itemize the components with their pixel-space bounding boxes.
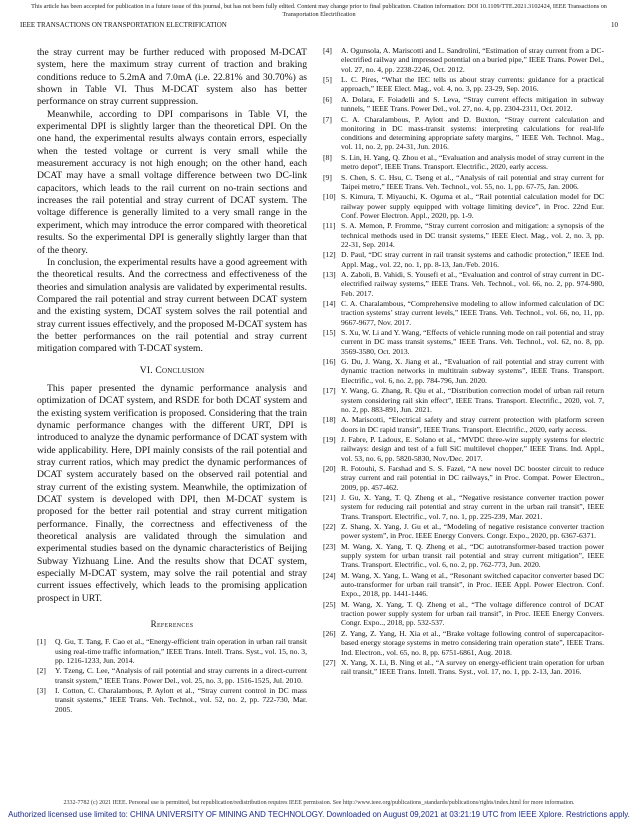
reference-text: Z. Shang, X. Yang, J. Gu et al., “Modeling of negative resistance converter traction power system”, in Proc. IEEE Energy Convers. Congr. Expo., 2020, pp. 6367-6371. [341, 522, 604, 541]
reference-number: [17] [323, 386, 336, 396]
reference-item [323, 270, 604, 298]
reference-text: S. Lin, H. Yang, Q. Zhou et al., “Evaluation and analysis model of stray current in the metro depot”, IEEE Trans. Transport. Electrific., 2020, early access. [341, 152, 604, 172]
copyright-footer: 2332-7782 (c) 2021 IEEE. Personal use is permitted, but republication/redistribution requires IEEE permission. See http://www.ieee.org/publications_standards/publications/rights/index.html for more information. [63, 800, 575, 806]
authorized-use-notice: Authorized licensed use limited to: CHINA UNIVERSITY OF MINING AND TECHNOLOGY. Downloaded on August 09,2021 at 03:21:19 UTC from IEEE Xplore. Restrictions apply. [8, 810, 630, 819]
reference-number: [3] [37, 685, 46, 695]
reference-number: [9] [323, 172, 332, 182]
reference-text: A. Mariscotti, “Electrical safety and stray current protection with platform screen doors in DC rapid transit”, IEEE Trans. Transport. Electrific., 2020, early access. [341, 415, 604, 434]
reference-item [323, 571, 604, 599]
running-head [20, 21, 618, 30]
reference-item [323, 493, 604, 521]
reference-item [323, 415, 604, 434]
reference-item [323, 299, 604, 327]
reference-number: [12] [323, 250, 336, 260]
reference-list [37, 637, 307, 713]
section-heading: VI. Conclusion [139, 364, 205, 376]
reference-item [323, 250, 604, 269]
reference-text: C. A. Charalambous, P. Aylott and D. Buxton, “Stray current calculation and monitoring in DC mass-transit systems: interpreting calculations for real-life conditions and determining appropriate safety margins, ” IEEE Veh. Technol. Mag., vol. 11, no. 2, pp. 24-31, Jun. 2016. [341, 114, 604, 152]
reference-item [323, 192, 604, 220]
reference-item [37, 666, 307, 685]
reference-number: [25] [323, 599, 336, 609]
reference-text: A. Ogunsola, A. Mariscotti and L. Sandrolini, “Estimation of stray current from a DC-electrified railway and impressed potential on a buried pipe,” IEEE Trans. Power Del., vol. 27, no. 4, pp. 2238-2246, Oct. 2012. [341, 46, 604, 74]
reference-item [323, 629, 604, 657]
reference-number: [1] [37, 637, 46, 647]
reference-text: S. A. Memon, P. Fromme, “Stray current corrosion and mitigation: a synopsis of the technical methods used in DC transit systems,” IEEE Elect. Mag., vol. 2, no. 3, pp. 22-31, Sep. 2014. [341, 221, 604, 249]
reference-number: [8] [323, 152, 332, 162]
reference-number: [22] [323, 522, 336, 532]
reference-number: [5] [323, 75, 332, 85]
reference-number: [15] [323, 328, 336, 338]
reference-text: A. Zaboli, B. Vahidi, S. Yousefi et al., “Evaluation and control of stray current in DC-electrified railway systems,” IEEE Trans. Veh. Technol., vol. 66, no. 2, pp. 974-980, Feb. 2017. [341, 270, 604, 298]
reference-item [323, 357, 604, 385]
reference-number: [13] [323, 270, 336, 280]
reference-text: D. Paul, “DC stray current in rail transit systems and cathodic protection,” IEEE Ind. Appl. Mag., vol. 22, no. 1, pp. 8-13, Jan./Feb. 2016. [341, 250, 604, 269]
reference-text: M. Wang, X. Yang, L. Wang et al., “Resonant switched capacitor converter based DC auto-transformer for urban rail transit”, in Proc. IEEE Appl. Power Electron. Conf. Expo., 2018, pp. 1441-1446. [341, 570, 604, 599]
reference-item [37, 686, 307, 714]
journal-name: IEEE TRANSACTIONS ON TRANSPORTATION ELECTRIFICATION [20, 21, 227, 29]
reference-text: X. Yang, X. Li, B. Ning et al., “A survey on energy-efficient train operation for urban rail transit,” IEEE Trans. Intell. Trans. Syst., vol. 17, no. 1, pp. 2-13, Jan. 2016. [341, 657, 604, 677]
reference-text: A. Dolara, F. Foiadelli and S. Leva, “Stray current effects mitigation in subway tunnels, ” IEEE Trans. Power Del., vol. 27, no. 4, pp. 2304-2311, Oct. 2012. [341, 94, 604, 114]
reference-number: [27] [323, 657, 336, 667]
reference-number: [21] [323, 493, 336, 503]
reference-item [323, 75, 604, 94]
reference-item [323, 386, 604, 414]
publication-notice: This article has been accepted for publication in a future issue of this journal, but has not been fully edited. Content may change prior to final publication. Citation information: DOI 10.1109/TTE.2021.3102424, IEEE Transactions on Transportation Electrification [31, 3, 607, 18]
reference-item [323, 115, 604, 152]
reference-text: G. Du, J. Wang, X. Jiang et al., “Evaluation of rail potential and stray current with dynamic traction networks in multitrain subway systems”, IEEE Trans. Transport. Electrific., vol. 6, no. 2, pp. 784-796, Jun. 2020. [341, 357, 604, 385]
reference-item [323, 153, 604, 172]
reference-item [323, 522, 604, 541]
reference-text: L. C. Pires, “What the IEC tells us about stray currents: guidance for a practical approach,” IEEE Elect. Mag., vol. 4, no. 3, pp. 23-29, Sep. 2016. [341, 75, 604, 94]
reference-text: S. Chen, S. C. Hsu, C. Tseng et al., “Analysis of rail potential and stray current for Taipei metro,” IEEE Trans. Veh. Technol., vol. 55, no. 1, pp. 67-75, Jan. 2006. [341, 172, 604, 191]
left-column [37, 47, 307, 715]
reference-number: [23] [323, 541, 336, 551]
reference-text: M. Wang, X. Yang, T. Q. Zheng et al., “DC autotransformer-based traction power supply system for urban transit rail potential and stray current mitigation”, IEEE Trans. Transport. Electrific., vol. 6, no. 2, pp. 762-773, Jun. 2020. [341, 541, 604, 570]
reference-number: [4] [323, 46, 332, 55]
right-column [323, 46, 604, 678]
reference-number: [18] [323, 415, 336, 425]
reference-number: [20] [323, 464, 336, 474]
reference-text: C. A. Charalambous, “Comprehensive modeling to allow informed calculation of DC traction systems’ stray current levels,” IEEE Trans. Veh. Technol., vol. 66, no, 11, pp. 9667-9677, Nov. 2017. [341, 299, 604, 327]
reference-item [323, 221, 604, 249]
reference-text: Z. Yang, Z. Yang, H. Xia et al., “Brake voltage following control of supercapacitor-based energy storage systems in metro considering train operation state”, IEEE Trans. Ind. Electron., vol. 65, no. 8, pp. 6751-6861, Aug. 2018. [341, 628, 604, 657]
body-paragraph: In conclusion, the experimental results have a good agreement with the theoretical results. And the correctness and effectiveness of the theories and simulation analysis are validated by experimental results. Compared the rail potential and stray current between DCAT system and the existing system, DCAT system solves the rail potential and stray current issues effectively, and the proposed M-DCAT system has the better performances on the rail potential and stray current mitigation compared with T-DCAT system. [37, 256, 307, 355]
reference-text: J. Fabre, P. Ladoux, E. Solano et al., “MVDC three-wire supply systems for electric railways: design and test of a full SiC multilevel chopper,” IEEE Trans. Ind. Appl., vol. 53, no. 6, pp. 5820-5830, Nov./Dec. 2017. [341, 434, 604, 463]
reference-number: [2] [37, 666, 46, 676]
reference-text: Q. Gu, T. Tang, F. Cao et al., “Energy-efficient train operation in urban rail transit using real-time traffic information,” IEEE Trans. Intell. Trans. Syst., vol. 15, no. 3, pp. 1216-1233, Jun. 2014. [55, 637, 307, 666]
reference-number: [24] [323, 570, 336, 580]
reference-number: [14] [323, 299, 336, 309]
reference-text: M. Wang, X. Yang, T. Q. Zheng et al., “The voltage difference control of DCAT traction power supply system for urban rail transit”, in Proc. IEEE Energy Convers. Congr. Expo.., 2018, pp. 532-537. [341, 599, 604, 628]
reference-item [323, 542, 604, 570]
reference-item [37, 637, 307, 665]
reference-number: [26] [323, 628, 336, 638]
reference-item [323, 464, 604, 492]
body-paragraph: This paper presented the dynamic performance analysis and optimization of DCAT system, and RSDE for both DCAT system and the existing system verification is proposed. Considering that the train dynamic performance changes with the different URT, DPI is introduced to analyze the dynamic performance of DCAT system with wide applicability. Here, DPI mainly consists of the rail potential and stray current ratios, which may predict the dynamic performances of DCAT system accurately based on the observed rail potential and stray current of the existing system. Meanwhile, the optimization of DCAT system is developed with DPI, then M-DCAT system is proposed for the better rail potential and stray current mitigation performance. Finally, the correctness and effectiveness of the theoretical analysis are validated through the simulation and experimental studies based on the dynamic characteristics of Beijing Subway Yizhuang Line. And the results show that DCAT system, especially M-DCAT system, may solve the rail potential and stray current issues effectively, which leads to the promising application prospect in URT. [37, 382, 307, 604]
reference-text: S. Kimura, T. Miyauchi, K. Oguma et al., “Rail potential calculation model for DC railway power supply equipped with voltage limiting device”, in Proc. 22nd Eur. Conf. Power Electron. Appl., 2020, pp. 1-9. [341, 192, 604, 220]
reference-item [323, 435, 604, 463]
reference-item [323, 46, 604, 74]
reference-text: Y. Tzeng, C. Lee, “Analysis of rail potential and stray currents in a direct-current transit system,” IEEE Trans. Power Del., vol. 25, no. 3, pp. 1516-1525, Jul. 2010. [55, 666, 307, 685]
reference-text: S. Xu, W. Li and Y. Wang, “Effects of vehicle running mode on rail potential and stray current in DC mass transit systems,” IEEE Trans. Veh. Technol., vol. 62, no. 8, pp. 3569-3580, Oct. 2013. [341, 328, 604, 356]
reference-item [323, 328, 604, 356]
reference-text: Y. Wang, G. Zhang, R. Qiu et al., “Distribution correction model of urban rail return system considering rail skin effect”, IEEE Trans. Transport. Electrific., 2020, vol. 7, no. 2, pp. 883-891, Jun. 2021. [341, 386, 604, 414]
body-paragraph: Meanwhile, according to DPI comparisons in Table VI, the experimental DPI is slightly larger than the theoretical DPI. On the one hand, the experimental results always contain errors, especially when the tested voltage or current is very small while the measurement accuracy is not high enough; on the other hand, each DCAT may have a small voltage difference between two DC-link capacitors, which leads to the rail current on no-train sections and increases the rail potential and stray current of DCAT system. The voltage difference is generally limited to a very small range in the experiment, which may introduce the error compared with theoretical results. So the experimental DPI is generally slightly larger than that of the theory. [37, 108, 307, 256]
references-heading: References [150, 619, 194, 630]
reference-list [323, 46, 604, 677]
body-paragraph: the stray current may be further reduced with proposed M-DCAT system, here the maximum stray current of traction and braking conditions reduce to 5.2mA and 7.0mA (i.e. 22.81% and 30.70%) as shown in Table VI. Thus M-DCAT system also has better performance on stray current suppression. [37, 47, 307, 108]
reference-item [323, 600, 604, 628]
reference-number: [10] [323, 192, 336, 202]
reference-item [323, 95, 604, 114]
reference-number: [7] [323, 114, 332, 124]
reference-text: I. Cotton, C. Charalambous, P. Aylott et al., “Stray current control in DC mass transit systems,” IEEE Trans. Veh. Technol., vol. 52, no. 2, pp. 722-730, Mar. 2005. [55, 685, 307, 714]
reference-number: [6] [323, 94, 332, 104]
reference-text: J. Gu, X. Yang, T. Q. Zheng et al., “Negative resistance converter traction power system for reducing rail potential and stray current in the urban rail transit”, IEEE Trans. Transport. Electrific., vol. 7, no. 1, pp. 225-239, Mar. 2021. [341, 493, 604, 521]
reference-item [323, 173, 604, 192]
page-number: 10 [611, 21, 618, 29]
reference-number: [19] [323, 434, 336, 444]
reference-number: [16] [323, 357, 336, 367]
reference-item [323, 658, 604, 677]
reference-number: [11] [323, 221, 336, 231]
reference-text: R. Fotouhi, S. Farshad and S. S. Fazel, “A new novel DC booster circuit to reduce stray current and rail potential in DC railways,” in Proc. Compat. Power Electron., 2009, pp. 457-462. [341, 464, 604, 492]
